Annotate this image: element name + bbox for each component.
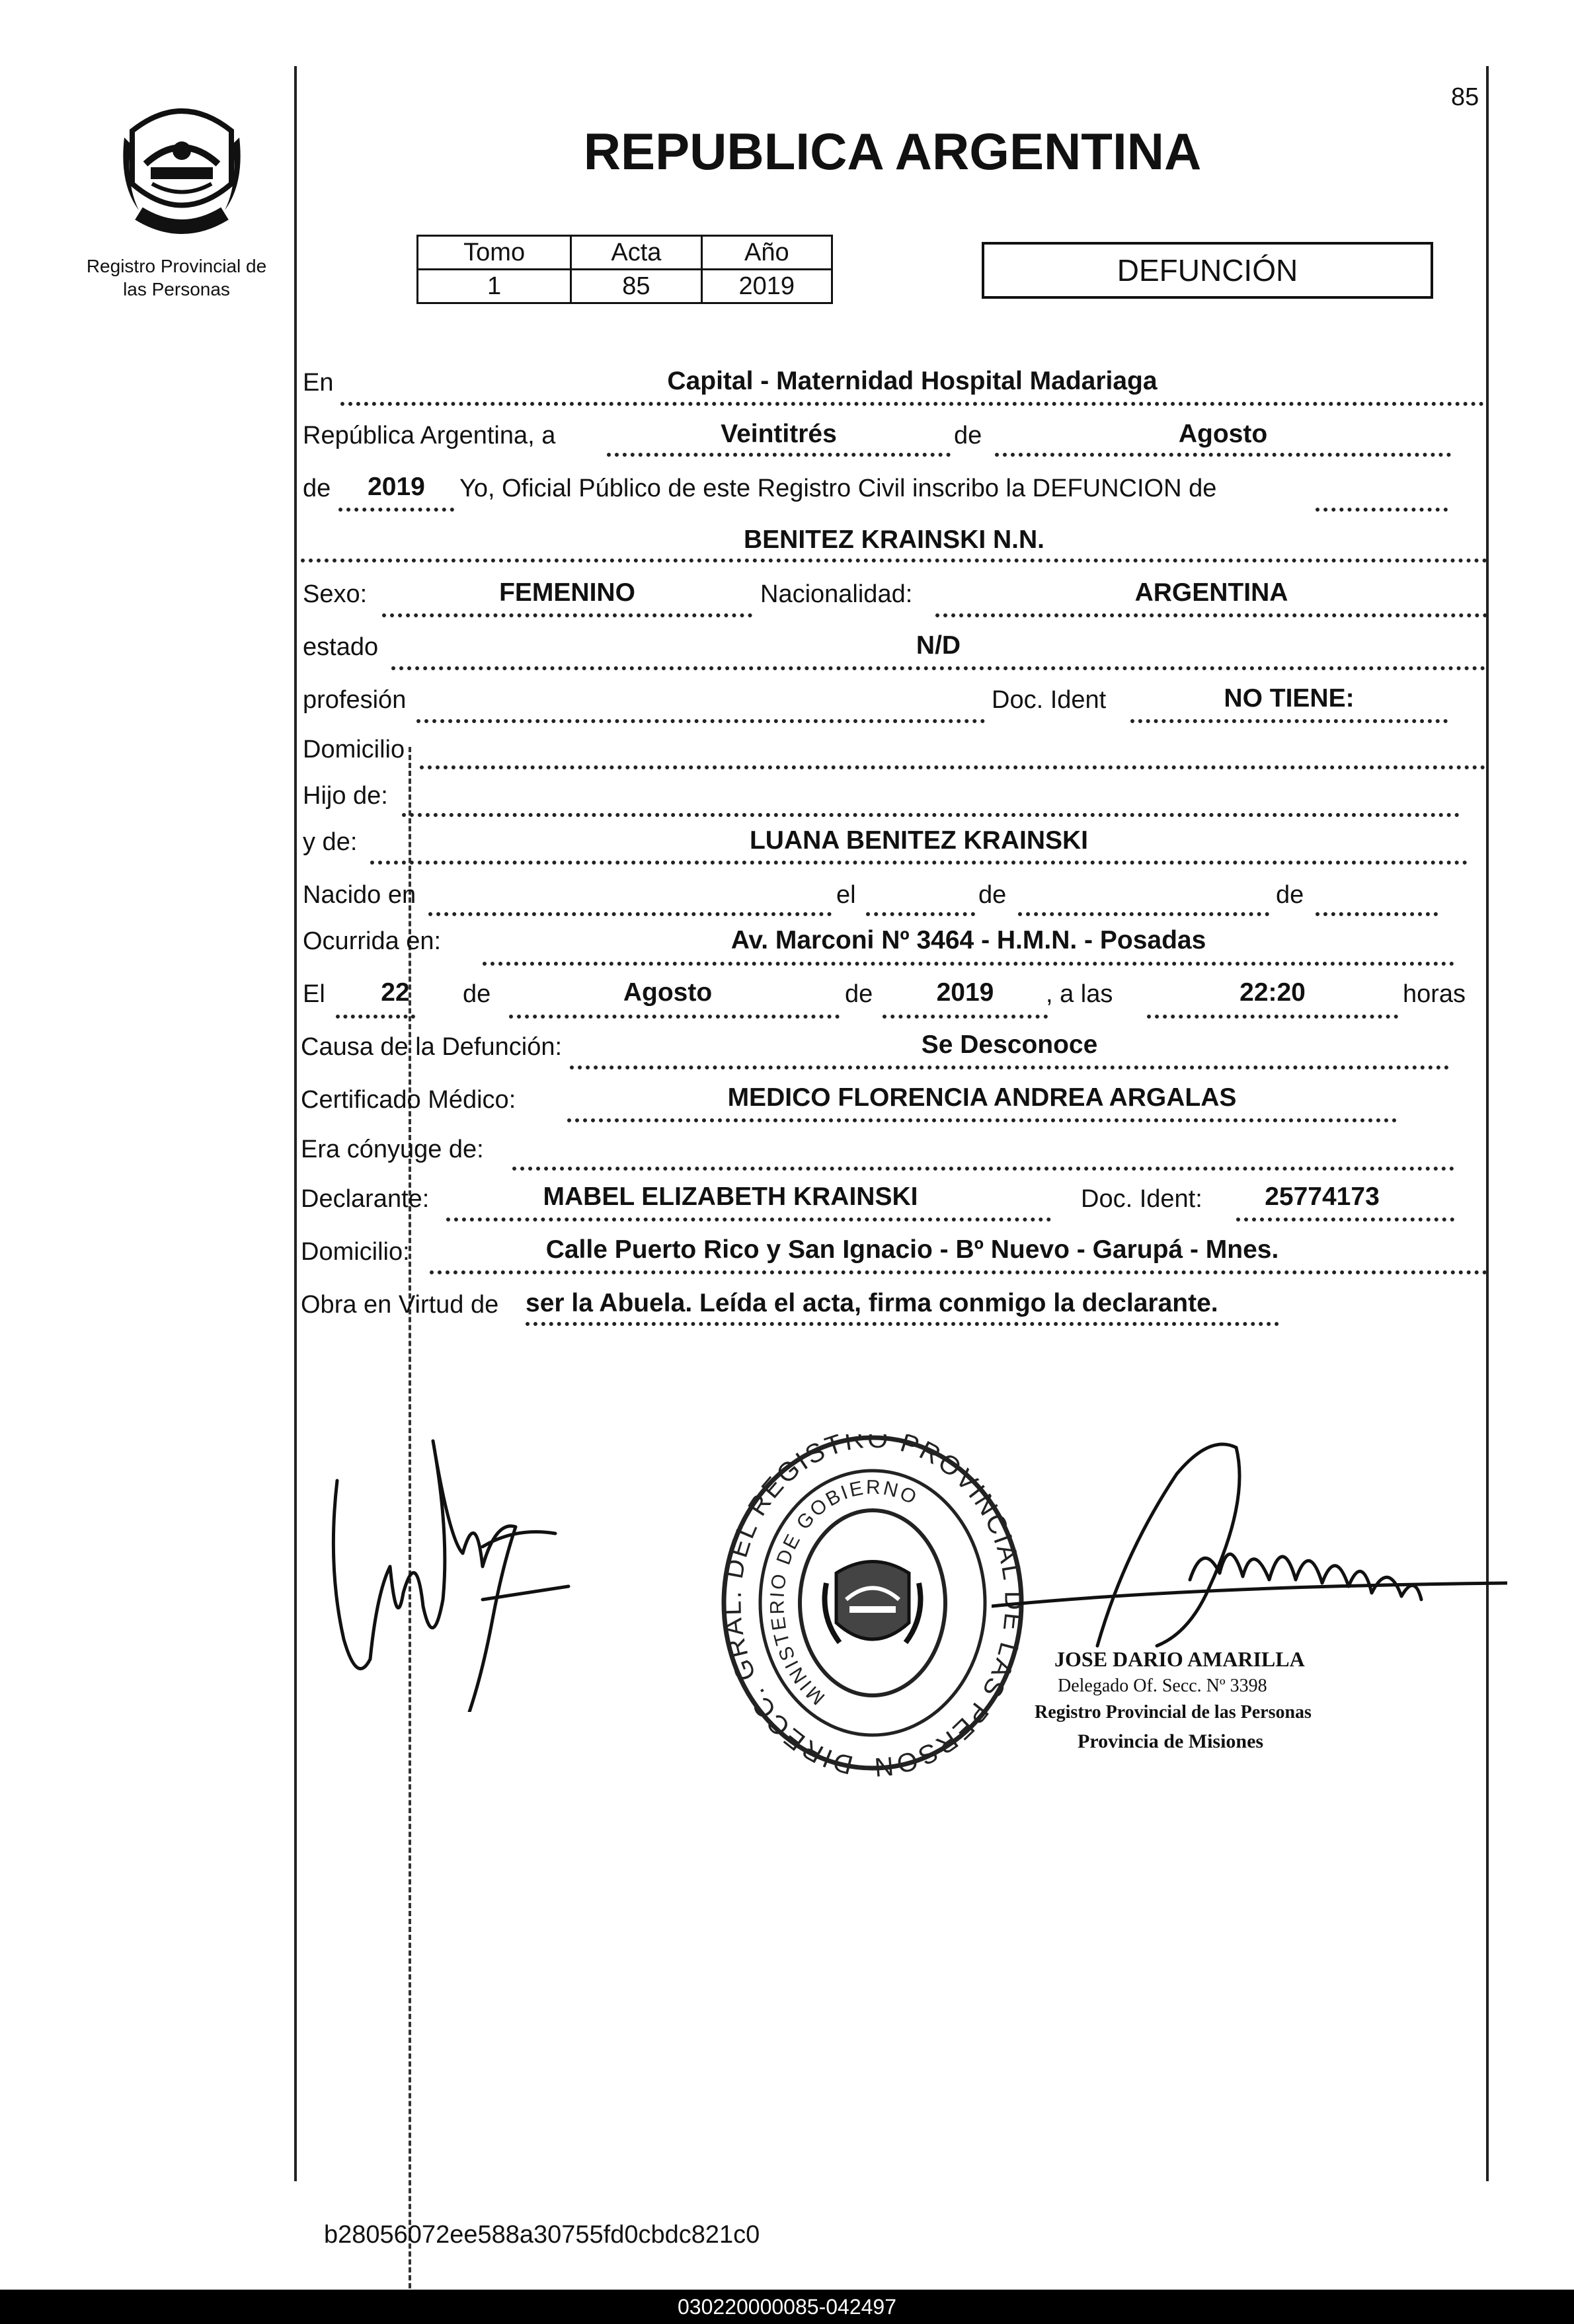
label-de-year: de (303, 475, 331, 502)
table-header-anio: Año (701, 236, 832, 270)
dotline-y-de (370, 861, 1468, 865)
stamp-line-3: Provincia de Misiones (1078, 1730, 1264, 1752)
dotline-domicilio-declarante (430, 1270, 1487, 1274)
table-value-anio: 2019 (701, 270, 832, 303)
dotline-causa (570, 1065, 1449, 1069)
label-conyuge: Era cónyuge de: (301, 1136, 484, 1163)
official-signature (992, 1421, 1507, 1685)
svg-text:DIRECC. GRAL. DEL REGISTRO PRO: DIRECC. GRAL. DEL REGISTRO PROVINCIAL DE LAS PERSON (717, 1434, 1028, 1782)
value-madre: LUANA BENITEZ KRAINSKI (749, 826, 1089, 855)
value-anio-defuncion: 2019 (936, 978, 994, 1007)
dotline-conyuge (512, 1167, 1454, 1171)
value-dia: 22 (381, 978, 410, 1007)
dotline-obra (526, 1322, 1279, 1326)
table-header-tomo: Tomo (418, 236, 571, 270)
label-y-de: y de: (303, 828, 358, 856)
label-nacido-de-1: de (978, 881, 1007, 909)
dotline-doc-ident (1130, 719, 1448, 723)
label-estado: estado (303, 633, 379, 661)
footer-bar (0, 2290, 1574, 2324)
value-lugar: Capital - Maternidad Hospital Madariaga (667, 367, 1158, 395)
dotline-nacido-dia (866, 912, 975, 916)
value-causa: Se Desconoce (921, 1030, 1098, 1059)
document-hash: b28056072ee588a30755fd0cbdc821c0 (324, 2221, 760, 2249)
official-seal (717, 1434, 1028, 1785)
dotline-month (995, 453, 1451, 457)
svg-text:MINISTERIO DE GOBIERNO: MINISTERIO DE GOBIERNO (766, 1476, 922, 1709)
footer-code: 030220000085-042497 (678, 2294, 896, 2319)
label-declarante: Declarante: (301, 1185, 430, 1213)
value-mes: Agosto (623, 978, 713, 1007)
dotline-mes (509, 1015, 840, 1019)
label-de-month: de (954, 422, 982, 449)
value-year: 2019 (368, 473, 425, 501)
stamp-line-1: Delegado Of. Secc. Nº 3398 (1058, 1676, 1267, 1696)
label-nacido-de-2: de (1276, 881, 1304, 909)
label-doc-ident: Doc. Ident (992, 686, 1107, 714)
value-ocurrida: Av. Marconi Nº 3464 - H.M.N. - Posadas (730, 926, 1206, 954)
dotline-name-end (1316, 508, 1448, 512)
label-en: En (303, 369, 334, 397)
label-fecha-de-1: de (463, 980, 491, 1008)
table-value-tomo: 1 (418, 270, 571, 303)
document-type-box (982, 242, 1433, 299)
label-nacido-el: el (836, 881, 856, 909)
dotline-hora (1147, 1015, 1398, 1019)
dotline-nacionalidad (935, 613, 1487, 617)
value-deceased-name: BENITEZ KRAINSKI N.N. (743, 525, 1044, 554)
dotline-sexo (382, 613, 752, 617)
label-nacionalidad: Nacionalidad: (760, 580, 913, 608)
label-republica: República Argentina, a (303, 422, 556, 449)
stamp-name: JOSE DARIO AMARILLA (1054, 1647, 1305, 1671)
label-hijo-de: Hijo de: (303, 782, 388, 810)
page-number: 85 (1451, 83, 1479, 111)
dotline-profesion (416, 719, 985, 723)
record-table-value-row (418, 270, 832, 303)
label-certificado: Certificado Médico: (301, 1086, 516, 1114)
label-domicilio-declarante: Domicilio: (301, 1238, 410, 1266)
dotline-deceased (301, 559, 1487, 562)
label-causa: Causa de la Defunción: (301, 1033, 563, 1061)
right-margin-line (1486, 66, 1489, 2181)
value-declarante: MABEL ELIZABETH KRAINSKI (543, 1182, 918, 1211)
dotline-estado (391, 666, 1485, 670)
value-obra: ser la Abuela. Leída el acta, firma conmigo la declarante. (526, 1289, 1218, 1317)
dotline-nacido-anio (1316, 912, 1438, 916)
declarant-signature (317, 1434, 582, 1712)
dotline-domicilio (420, 765, 1485, 769)
value-domicilio-declarante: Calle Puerto Rico y San Ignacio - Bº Nuevo - Garupá - Mnes. (545, 1235, 1279, 1264)
value-certificado: MEDICO FLORENCIA ANDREA ARGALAS (727, 1083, 1237, 1112)
dotline-declarante-doc (1236, 1218, 1454, 1221)
registry-name: Registro Provincial de las Personas (86, 256, 267, 299)
provincia-logo (112, 85, 251, 237)
value-estado: N/D (916, 631, 961, 660)
stamp-line-2: Registro Provincial de las Personas (1035, 1702, 1312, 1723)
label-ocurrida: Ocurrida en: (303, 927, 442, 955)
dotline-nacido-mes (1018, 912, 1269, 916)
record-table-header-row (418, 236, 832, 270)
dotline-declarante (446, 1218, 1051, 1221)
label-sexo: Sexo: (303, 580, 368, 608)
record-table (416, 235, 833, 304)
label-domicilio: Domicilio (303, 736, 405, 763)
label-declarante-doc: Doc. Ident: (1081, 1185, 1202, 1213)
label-fecha-de-2: de (845, 980, 873, 1008)
inscription-text: Yo, Oficial Público de este Registro Civil inscribo la DEFUNCION de (459, 475, 1217, 502)
value-hora: 22:20 (1240, 978, 1306, 1007)
page-title: REPUBLICA ARGENTINA (583, 122, 1202, 180)
value-month: Agosto (1178, 420, 1268, 448)
dotline-day-text (607, 453, 951, 457)
value-declarante-doc: 25774173 (1265, 1182, 1380, 1211)
dotline-certificado (567, 1118, 1397, 1122)
label-horas: horas (1403, 980, 1466, 1008)
label-obra: Obra en Virtud de (301, 1291, 499, 1319)
label-a-las: , a las (1046, 980, 1113, 1008)
table-header-acta: Acta (571, 236, 701, 270)
label-el: El (303, 980, 325, 1008)
dotline-hijo-de (402, 813, 1460, 817)
dotline-en (340, 402, 1484, 406)
value-nacionalidad: ARGENTINA (1134, 578, 1288, 607)
dotline-anio-defuncion (883, 1015, 1048, 1019)
dotline-dia (336, 1015, 415, 1019)
label-profesion: profesión (303, 686, 407, 714)
table-value-acta: 85 (571, 270, 701, 303)
value-sexo: FEMENINO (499, 578, 635, 607)
dotline-ocurrida (483, 962, 1454, 966)
dotline-year (338, 508, 454, 512)
dotline-nacido-lugar (428, 912, 832, 916)
left-margin-line (294, 66, 297, 2181)
label-nacido-en: Nacido en (303, 881, 416, 909)
value-day-text: Veintitrés (721, 420, 837, 448)
document-type: DEFUNCIÓN (1117, 253, 1298, 288)
value-doc-ident: NO TIENE: (1224, 684, 1355, 713)
